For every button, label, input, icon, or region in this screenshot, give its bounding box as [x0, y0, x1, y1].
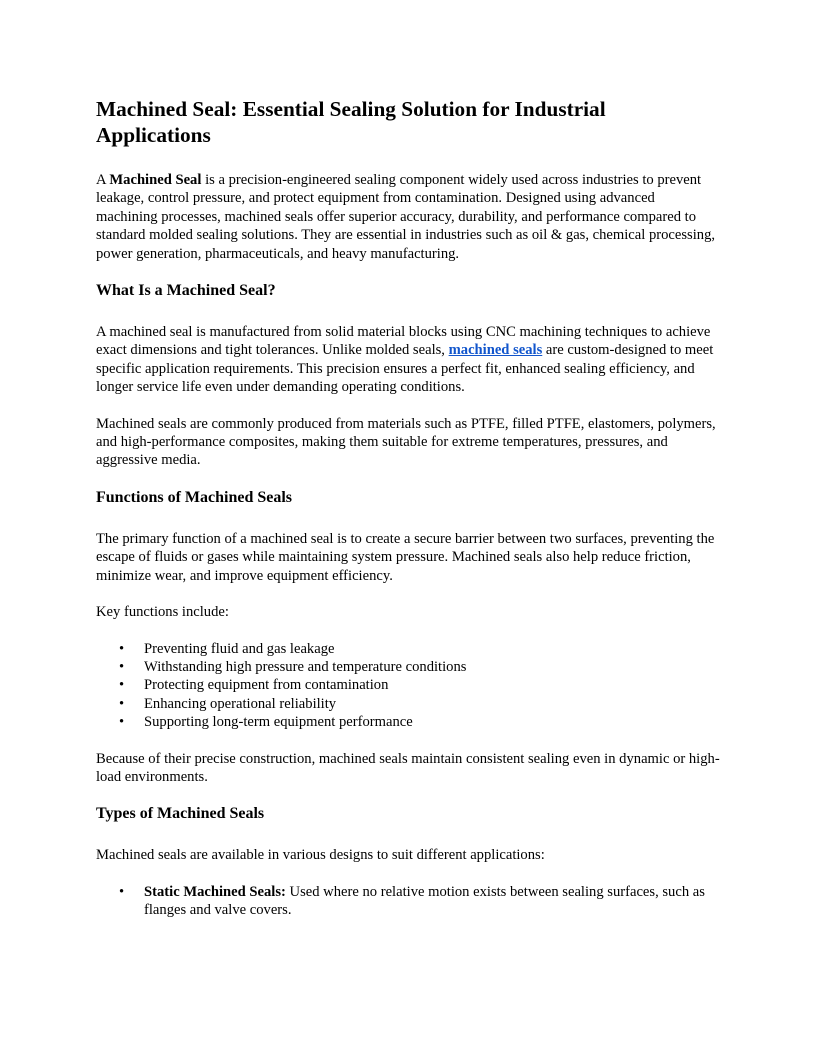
list-item-text: Used where no relative motion exists between sealing surfaces, such as flanges and valve covers. — [144, 883, 705, 919]
list-item — [119, 658, 720, 676]
bullet-icon: • — [119, 714, 125, 731]
intro-text: is a precision-engineered sealing component widely used across industries to prevent leakage, control pressure, and protect equipment from contamination. Designed using advanced machining processes, machined seals offer superior accuracy, durability, and performance compared to standard molded sealing solutions. They are essential in industries such as oil & gas, chemical processing, power generation, pharmaceuticals, and heavy manufacturing. — [96, 172, 716, 262]
what-is-paragraph-1 — [96, 323, 720, 397]
types-list — [96, 883, 720, 920]
document-page — [96, 96, 720, 938]
list-item-text: Enhancing operational reliability — [144, 695, 337, 712]
list-item-text: Supporting long-term equipment performance — [144, 714, 413, 731]
what-is-text-before-link: A machined seal is manufactured from solid material blocks using CNC machining techniques to achieve exact dimensions and tight tolerances. Unlike molded seals, — [96, 324, 711, 359]
list-item — [119, 640, 720, 658]
bullet-icon: • — [119, 695, 125, 712]
list-item-text: Withstanding high pressure and temperature conditions — [144, 658, 467, 675]
list-item — [119, 883, 720, 920]
intro-prefix: A — [96, 172, 110, 188]
bullet-icon: • — [119, 640, 125, 657]
intro-paragraph — [96, 171, 720, 263]
functions-paragraph-1: The primary function of a machined seal is to create a secure barrier between two surfaces, preventing the escape of fluids or gases while maintaining system pressure. Machined seals also help reduce friction, minimize wear, and improve equipment efficiency. — [96, 530, 715, 584]
section-heading-functions: Functions of Machined Seals — [96, 488, 293, 506]
what-is-text-after-link: are custom-designed to meet specific application requirements. This precision ensures a perfect fit, enhanced sealing efficiency, and longer service life even under demanding operating conditions. — [96, 342, 714, 396]
list-item — [119, 695, 720, 713]
bullet-icon: • — [119, 658, 125, 675]
section-heading-types: Types of Machined Seals — [96, 805, 265, 823]
functions-list — [96, 640, 720, 732]
list-item — [119, 713, 720, 731]
list-item-text: Preventing fluid and gas leakage — [144, 640, 335, 657]
machined-seals-link[interactable]: machined seals — [448, 342, 543, 359]
functions-paragraph-3: Because of their precise construction, machined seals maintain consistent sealing even in dynamic or high-load environments. — [96, 750, 720, 785]
what-is-paragraph-2: Machined seals are commonly produced from materials such as PTFE, filled PTFE, elastomers, polymers, and high-performance composites, making them suitable for extreme temperatures, pressures, and aggressive media. — [96, 415, 716, 469]
page-title: Machined Seal: Essential Sealing Solution for Industrial Applications — [96, 97, 606, 147]
list-item — [119, 676, 720, 694]
list-item-text: Protecting equipment from contamination — [144, 677, 389, 694]
section-heading-what-is: What Is a Machined Seal? — [96, 282, 276, 300]
types-paragraph-1: Machined seals are available in various designs to suit different applications: — [96, 847, 545, 864]
bullet-icon: • — [119, 883, 125, 900]
functions-paragraph-2: Key functions include: — [96, 604, 229, 621]
list-item-bold-term: Static Machined Seals: — [144, 883, 286, 900]
bullet-icon: • — [119, 677, 125, 694]
intro-bold-term: Machined Seal — [109, 172, 202, 188]
